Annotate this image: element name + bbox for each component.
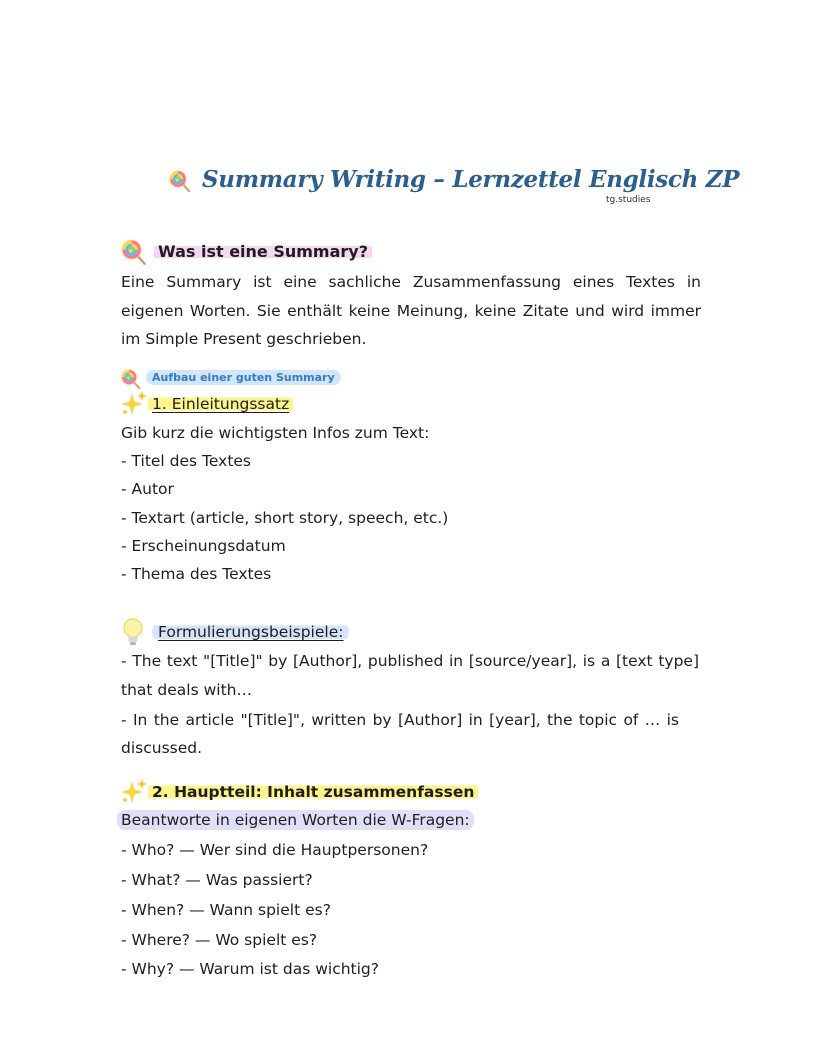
list-item: - Thema des Textes: [121, 565, 272, 583]
list-item: - Erscheinungsdatum: [121, 537, 286, 555]
hauptteil-sparkles-icon: [120, 778, 148, 810]
einleitung-intro: Gib kurz die wichtigsten Infos zum Text:: [121, 424, 430, 442]
hauptteil-intro: Beantworte in eigenen Worten die W-Fragen:: [117, 811, 474, 829]
section1-lollipop-icon: [120, 238, 148, 270]
einleitung-sparkles-icon: [120, 390, 148, 422]
lightbulb-icon: [120, 617, 146, 651]
list-item: - When? — Wann spielt es?: [121, 901, 331, 919]
section1-heading: Was ist eine Summary?: [154, 242, 372, 261]
hauptteil-heading: 2. Hauptteil: Inhalt zusammenfassen: [148, 783, 478, 801]
einleitung-heading: 1. Einleitungssatz: [148, 395, 293, 413]
list-item: - Autor: [121, 480, 174, 498]
formulierung-heading: Formulierungsbeispiele:: [152, 623, 349, 641]
list-item: - Why? — Warum ist das wichtig?: [121, 960, 379, 978]
page-title: Summary Writing – Lernzettel Englisch ZP: [202, 166, 740, 193]
list-item: - Where? — Wo spielt es?: [121, 931, 318, 949]
section1-text: Eine Summary ist eine sachliche Zusammenfassung eines Textes in eigenen Worten. Sie enthält keine Meinung, keine Zitate und wird immer im Simple Present geschrieben.: [121, 273, 701, 348]
title-lollipop-icon: [168, 169, 192, 197]
list-item: - Who? — Wer sind die Hauptpersonen?: [121, 841, 429, 859]
aufbau-label: Aufbau einer guten Summary: [146, 371, 341, 384]
list-item: - Textart (article, short story, speech, etc.): [121, 509, 449, 527]
author-credit: tg.studies: [606, 195, 651, 205]
list-item: - Titel des Textes: [121, 452, 252, 470]
example1-line2: that deals with…: [121, 681, 252, 699]
list-item: - What? — Was passiert?: [121, 871, 313, 889]
example1-line1: - The text "[Title]" by [Author], published in [source/year], is a [text type]: [121, 652, 699, 670]
example2-line1: - In the article "[Title]", written by [Author] in [year], the topic of … is: [121, 711, 679, 729]
example2-line2: discussed.: [121, 739, 203, 757]
